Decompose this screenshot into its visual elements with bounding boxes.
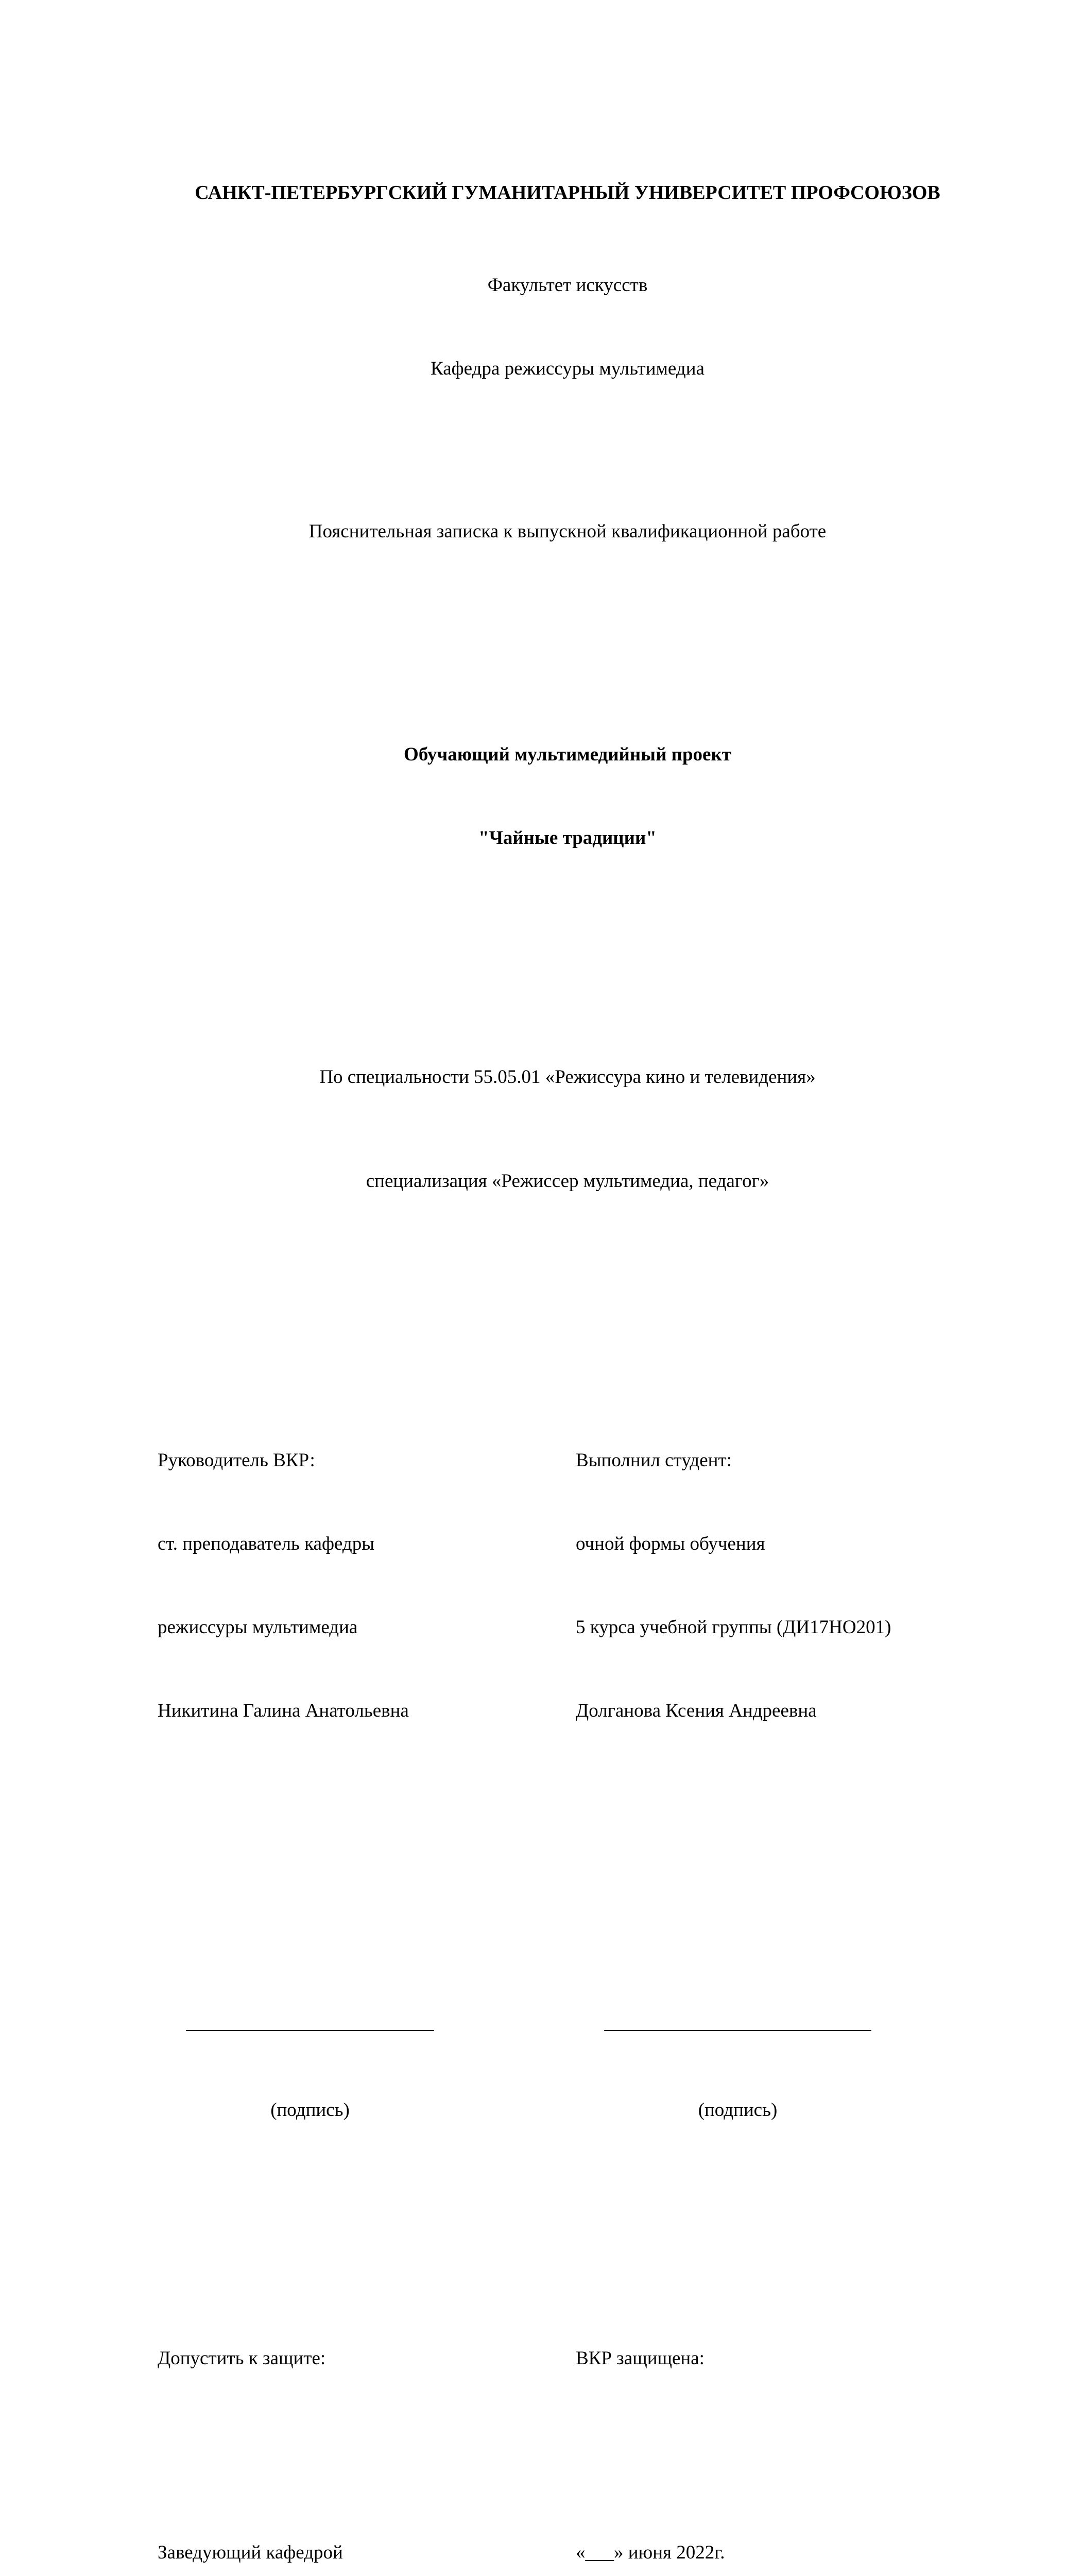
student-name: Долганова Ксения Андреевна bbox=[576, 1700, 817, 1721]
project-title-line2: "Чайные традиции" bbox=[478, 827, 657, 849]
approval-details-row bbox=[158, 2483, 977, 2576]
approval-header-row bbox=[158, 2345, 977, 2372]
admission-block bbox=[158, 2483, 576, 2576]
supervisor-block bbox=[158, 1391, 576, 1781]
defense-title: ВКР защищена: bbox=[576, 2348, 705, 2369]
student-signature-caption: (подпись) bbox=[698, 2099, 778, 2121]
student-label: Выполнил студент: bbox=[576, 1450, 732, 1471]
student-block bbox=[576, 1391, 977, 1781]
specialty-line: По специальности 55.05.01 «Режиссура кино и телевидения» bbox=[319, 1066, 816, 1088]
supervisor-position-line1: ст. преподаватель кафедры bbox=[158, 1533, 375, 1554]
faculty-line: Факультет искусств bbox=[487, 275, 648, 296]
first-signature-row bbox=[158, 1925, 977, 2208]
specialization-line: специализация «Режиссер мультимедиа, педагог» bbox=[366, 1171, 769, 1192]
department-line: Кафедра режиссуры мультимедиа bbox=[431, 358, 705, 379]
people-block bbox=[158, 1391, 977, 1781]
supervisor-signature-group bbox=[186, 1953, 434, 2180]
student-signature-group bbox=[605, 1953, 871, 2180]
admission-position-line1: Заведующий кафедрой bbox=[158, 2542, 343, 2563]
defense-date-line: «___» июня 2022г. bbox=[576, 2542, 725, 2563]
supervisor-signature-caption: (подпись) bbox=[270, 2099, 350, 2121]
defense-block bbox=[576, 2483, 977, 2576]
document-subtitle: Пояснительная записка к выпускной квалификационной работе bbox=[308, 521, 827, 542]
supervisor-position-line2: режиссуры мультимедиа bbox=[158, 1617, 358, 1638]
project-title bbox=[158, 685, 977, 908]
university-name: САНКТ-ПЕТЕРБУРГСКИЙ ГУМАНИТАРНЫЙ УНИВЕРСИТЕТ ПРОФСОЮЗОВ bbox=[195, 182, 940, 204]
supervisor-label: Руководитель ВКР: bbox=[158, 1450, 315, 1471]
supervisor-name: Никитина Галина Анатольевна bbox=[158, 1700, 409, 1721]
student-group-line: 5 курса учебной группы (ДИ17НО201) bbox=[576, 1617, 891, 1638]
admission-title: Допустить к защите: bbox=[158, 2348, 326, 2369]
student-signature-line: ____________________________ bbox=[604, 2012, 871, 2033]
supervisor-signature-line: __________________________ bbox=[186, 2012, 434, 2033]
student-form-line: очной формы обучения bbox=[576, 1533, 765, 1554]
project-title-line1: Обучающий мультимедийный проект bbox=[404, 744, 731, 765]
